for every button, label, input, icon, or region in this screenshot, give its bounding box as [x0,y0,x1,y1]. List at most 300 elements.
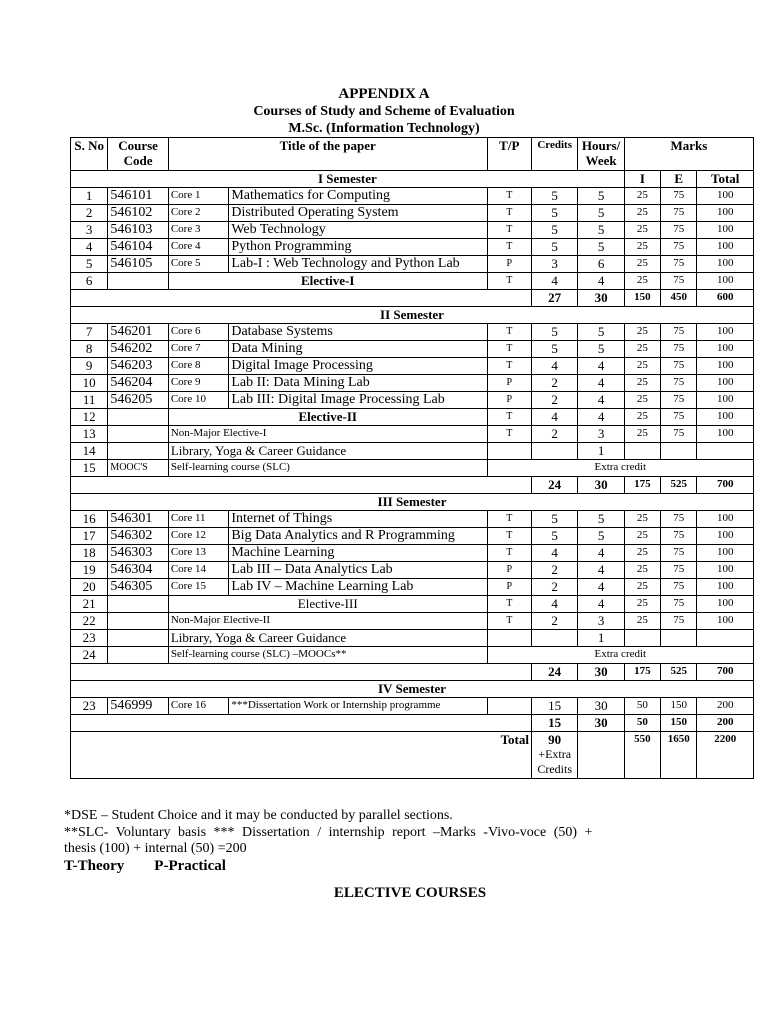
table-row [71,562,754,579]
total-spacer [71,477,532,494]
credits: 2 [531,375,577,392]
table-row [71,358,754,375]
core-label: Core 7 [168,341,229,358]
credits: 2 [531,613,577,630]
hours: 3 [578,613,624,630]
semester-title: IV Semester [71,681,754,698]
credits: 4 [531,409,577,426]
credits: 2 [531,562,577,579]
marks-internal: 25 [624,579,660,596]
paper-title: Internet of Things [229,511,487,528]
scheme-table [70,137,754,779]
paper-title: ***Dissertation Work or Internship programme [229,698,487,715]
marks-total: 100 [697,596,754,613]
slc-row [71,647,754,664]
tp-value: P [487,579,531,596]
credits: 2 [531,392,577,409]
paper-title: Mathematics for Computing [229,188,487,205]
course-code: 546104 [108,239,169,256]
paper-title: Web Technology [229,222,487,239]
marks-total: 100 [697,239,754,256]
table-row [71,205,754,222]
marks-internal: 25 [624,562,660,579]
marks-external [661,630,697,647]
tp-value: T [487,613,531,630]
marks-internal: 25 [624,613,660,630]
credits: 5 [531,188,577,205]
marks-internal: 25 [624,256,660,273]
nme-row [71,613,754,630]
core-label: Core 6 [168,324,229,341]
marks-external: 1650 [661,732,697,779]
hours: 5 [578,188,624,205]
marks-total: 100 [697,511,754,528]
sno: 6 [71,273,108,290]
paper-title: Distributed Operating System [229,205,487,222]
slc-title: Self-learning course (SLC) [168,460,487,477]
hours: 4 [578,392,624,409]
tp-value: P [487,256,531,273]
marks-total: 100 [697,579,754,596]
course-code: 546203 [108,358,169,375]
marks-internal: 175 [624,664,660,681]
paper-title: Lab II: Data Mining Lab [229,375,487,392]
credits: 5 [531,528,577,545]
marks-internal: 25 [624,358,660,375]
credits: 5 [531,239,577,256]
credits: 4 [531,545,577,562]
marks-total: 100 [697,188,754,205]
note-dse: *DSE – Student Choice and it may be conducted by parallel sections. [64,808,453,823]
credits: 5 [531,324,577,341]
total-credits: 15 [531,715,577,732]
course-code: 546999 [108,698,169,715]
marks-external: 75 [661,358,697,375]
table-row [71,222,754,239]
table-row [71,545,754,562]
core-label: Core 10 [168,392,229,409]
course-code [108,647,169,664]
credits: 5 [531,511,577,528]
sno: 3 [71,222,108,239]
hours: 5 [578,324,624,341]
marks-total: 100 [697,324,754,341]
core-label: Core 4 [168,239,229,256]
marks-external: 75 [661,409,697,426]
hours: 4 [578,596,624,613]
core-label: Core 3 [168,222,229,239]
marks-total: 700 [697,664,754,681]
total-hours: 30 [578,477,624,494]
sno: 22 [71,613,108,630]
hours: 4 [578,358,624,375]
tp-value: P [487,392,531,409]
course-code: 546302 [108,528,169,545]
marks-external: 150 [661,698,697,715]
slc-row [71,460,754,477]
course-code: 546201 [108,324,169,341]
semester-total-row [71,715,754,732]
marks-internal: 25 [624,188,660,205]
marks-total: 100 [697,426,754,443]
marks-external: 75 [661,511,697,528]
marks-internal: 25 [624,545,660,562]
col-credits: Credits [531,138,577,171]
elective-title: Elective-III [168,596,487,613]
table-row [71,698,754,715]
marks-internal: 25 [624,273,660,290]
hours: 5 [578,239,624,256]
sno: 18 [71,545,108,562]
marks-total: 100 [697,392,754,409]
marks-internal: 25 [624,528,660,545]
credits: 4 [531,596,577,613]
marks-external: 150 [661,715,697,732]
tp-value: T [487,188,531,205]
library-title: Library, Yoga & Career Guidance [168,443,487,460]
marks-total: 100 [697,222,754,239]
sno: 7 [71,324,108,341]
core-label: Core 14 [168,562,229,579]
marks-total: 100 [697,358,754,375]
library-row [71,630,754,647]
credits: 5 [531,205,577,222]
marks-external: 75 [661,222,697,239]
table-row [71,239,754,256]
marks-total: 100 [697,375,754,392]
credits: 2 [531,426,577,443]
table-row [71,579,754,596]
credits: 2 [531,579,577,596]
hours: 5 [578,528,624,545]
semester-title: II Semester [71,307,754,324]
sno: 1 [71,188,108,205]
sno: 13 [71,426,108,443]
paper-title: Lab-I : Web Technology and Python Lab [229,256,487,273]
col-tp: T/P [487,138,531,155]
course-code: 546304 [108,562,169,579]
marks-internal: 25 [624,239,660,256]
hours: 4 [578,409,624,426]
credits [531,443,577,460]
grand-total-row [71,732,754,779]
marks-external: 75 [661,596,697,613]
sno: 20 [71,579,108,596]
credits: 5 [531,341,577,358]
sno: 11 [71,392,108,409]
marks-internal: 150 [624,290,660,307]
marks-total: 100 [697,273,754,290]
elective-title: Elective-I [168,273,487,290]
marks-internal: 550 [624,732,660,779]
extra-credit: Extra credit [487,460,753,477]
table-row [71,528,754,545]
sno: 23 [71,698,108,715]
marks-internal: 25 [624,596,660,613]
course-code: 546301 [108,511,169,528]
paper-title: Digital Image Processing [229,358,487,375]
core-label: Core 16 [168,698,229,715]
program-title: M.Sc. (Information Technology) [288,121,480,136]
note-slc: **SLC- Voluntary basis *** Dissertation / internship report –Marks -Vivo-voce (50) + [64,825,593,840]
col-external: E [661,171,697,188]
tp-value: T [487,426,531,443]
marks-internal: 25 [624,392,660,409]
col-marks: Marks [624,138,753,155]
document-subtitle: Courses of Study and Scheme of Evaluation [253,104,515,119]
paper-title: Database Systems [229,324,487,341]
appendix-title: APPENDIX A [338,86,430,102]
core-label: Core 2 [168,205,229,222]
marks-internal [624,630,660,647]
marks-external: 75 [661,579,697,596]
marks-external: 75 [661,562,697,579]
marks-internal: 25 [624,324,660,341]
course-code: 546204 [108,375,169,392]
sno: 12 [71,409,108,426]
col-title: Title of the paper [168,138,487,155]
credits: 5 [531,222,577,239]
semester-row [71,681,754,698]
hours: 6 [578,256,624,273]
col-hours: Hours/ Week [578,138,624,171]
core-label: Core 15 [168,579,229,596]
marks-external: 75 [661,545,697,562]
marks-internal: 25 [624,222,660,239]
total-credits: 24 [531,664,577,681]
marks-external: 75 [661,528,697,545]
tp-value: T [487,239,531,256]
marks-external [661,443,697,460]
table-row [71,341,754,358]
hours: 5 [578,511,624,528]
marks-external: 75 [661,256,697,273]
hours: 1 [578,630,624,647]
hours: 1 [578,443,624,460]
marks-external: 75 [661,392,697,409]
slc-title: Self-learning course (SLC) –MOOCs** [168,647,487,664]
sno: 8 [71,341,108,358]
tp-value: T [487,409,531,426]
marks-total: 700 [697,477,754,494]
hours: 4 [578,545,624,562]
semester-row [71,494,754,511]
elective-row [71,273,754,290]
hours: 4 [578,579,624,596]
semester-row [71,307,754,324]
marks-total: 200 [697,698,754,715]
marks-internal: 25 [624,205,660,222]
marks-internal: 50 [624,715,660,732]
marks-total: 2200 [697,732,754,779]
marks-external: 75 [661,426,697,443]
legend-theory: T-Theory [64,858,125,874]
hours: 4 [578,562,624,579]
hours: 5 [578,222,624,239]
course-code [108,426,169,443]
course-code: 546202 [108,341,169,358]
note-thesis: thesis (100) + internal (50) =200 [64,841,247,856]
grand-total-credits [531,732,577,779]
credits [531,630,577,647]
marks-external: 75 [661,375,697,392]
core-label: Core 12 [168,528,229,545]
course-code [108,613,169,630]
paper-title: Big Data Analytics and R Programming [229,528,487,545]
table-row [71,392,754,409]
nme-title: Non-Major Elective-II [168,613,487,630]
total-hours: 30 [578,715,624,732]
paper-title: Lab III: Digital Image Processing Lab [229,392,487,409]
paper-title: Python Programming [229,239,487,256]
course-code: 546303 [108,545,169,562]
table-row [71,256,754,273]
marks-external: 75 [661,205,697,222]
sno: 21 [71,596,108,613]
semester-total-row [71,290,754,307]
tp-value: T [487,545,531,562]
marks-total: 100 [697,613,754,630]
course-code [108,409,169,426]
total-credits: 27 [531,290,577,307]
course-code: 546305 [108,579,169,596]
tp-value: T [487,324,531,341]
marks-external: 75 [661,341,697,358]
tp-value: T [487,341,531,358]
marks-internal [624,443,660,460]
course-code: MOOC'S [108,460,169,477]
tp-value: T [487,205,531,222]
elective-courses-heading: ELECTIVE COURSES [333,885,487,901]
marks-external: 75 [661,239,697,256]
total-spacer [71,664,532,681]
marks-internal: 25 [624,341,660,358]
marks-internal: 50 [624,698,660,715]
tp-value [487,443,531,460]
col-internal: I [624,171,660,188]
tp-value: P [487,375,531,392]
marks-external: 75 [661,273,697,290]
sno: 2 [71,205,108,222]
table-row [71,324,754,341]
col-course-code: Course Code [108,138,169,171]
sno: 15 [71,460,108,477]
library-row [71,443,754,460]
hours: 5 [578,205,624,222]
marks-external: 75 [661,613,697,630]
credits: 4 [531,273,577,290]
marks-total: 100 [697,528,754,545]
course-code: 546101 [108,188,169,205]
credits: 3 [531,256,577,273]
paper-title: Data Mining [229,341,487,358]
credits: 15 [531,698,577,715]
hours: 4 [578,375,624,392]
course-code [108,630,169,647]
tp-value: T [487,528,531,545]
semester-title: I Semester [71,171,625,188]
marks-total [697,443,754,460]
core-label: Core 5 [168,256,229,273]
sno: 19 [71,562,108,579]
core-label: Core 8 [168,358,229,375]
marks-total: 200 [697,715,754,732]
tp-value: T [487,358,531,375]
extra-credit: Extra credit [487,647,753,664]
marks-total: 100 [697,341,754,358]
semester-title: III Semester [71,494,754,511]
table-row [71,375,754,392]
col-total: Total [697,171,754,188]
sno: 23 [71,630,108,647]
tp-value: P [487,562,531,579]
nme-title: Non-Major Elective-I [168,426,487,443]
hours: 4 [578,273,624,290]
tp-value [487,630,531,647]
marks-total: 100 [697,205,754,222]
semester-row [71,171,754,188]
paper-title: Machine Learning [229,545,487,562]
sno: 9 [71,358,108,375]
marks-total: 600 [697,290,754,307]
marks-internal: 25 [624,375,660,392]
semester-total-row [71,477,754,494]
total-credits-value: 90 [548,732,562,747]
sno: 10 [71,375,108,392]
sno: 14 [71,443,108,460]
marks-total: 100 [697,562,754,579]
sno: 17 [71,528,108,545]
table-header-row [71,138,754,155]
paper-title: Lab III – Data Analytics Lab [229,562,487,579]
hours: 3 [578,426,624,443]
marks-internal: 25 [624,409,660,426]
total-spacer [71,290,532,307]
nme-row [71,426,754,443]
total-credits: 24 [531,477,577,494]
sno: 16 [71,511,108,528]
marks-total: 100 [697,256,754,273]
grand-total-label: Total [71,732,532,779]
total-hours: 30 [578,290,624,307]
course-code [108,596,169,613]
marks-internal: 25 [624,511,660,528]
col-sno: S. No [71,138,108,171]
marks-external: 75 [661,188,697,205]
sno: 4 [71,239,108,256]
legend-practical: P-Practical [154,858,226,874]
marks-internal: 175 [624,477,660,494]
library-title: Library, Yoga & Career Guidance [168,630,487,647]
course-code: 546103 [108,222,169,239]
course-code [108,273,169,290]
total-hours: 30 [578,664,624,681]
core-label: Core 13 [168,545,229,562]
elective-row [71,409,754,426]
marks-internal: 25 [624,426,660,443]
elective-row [71,596,754,613]
tp-value: T [487,273,531,290]
marks-external: 450 [661,290,697,307]
tp-value: T [487,511,531,528]
hours: 5 [578,341,624,358]
paper-title: Lab IV – Machine Learning Lab [229,579,487,596]
tp-value: T [487,222,531,239]
extra-credits-note: +Extra Credits [537,747,573,776]
course-code: 546102 [108,205,169,222]
core-label: Core 9 [168,375,229,392]
marks-external: 525 [661,664,697,681]
